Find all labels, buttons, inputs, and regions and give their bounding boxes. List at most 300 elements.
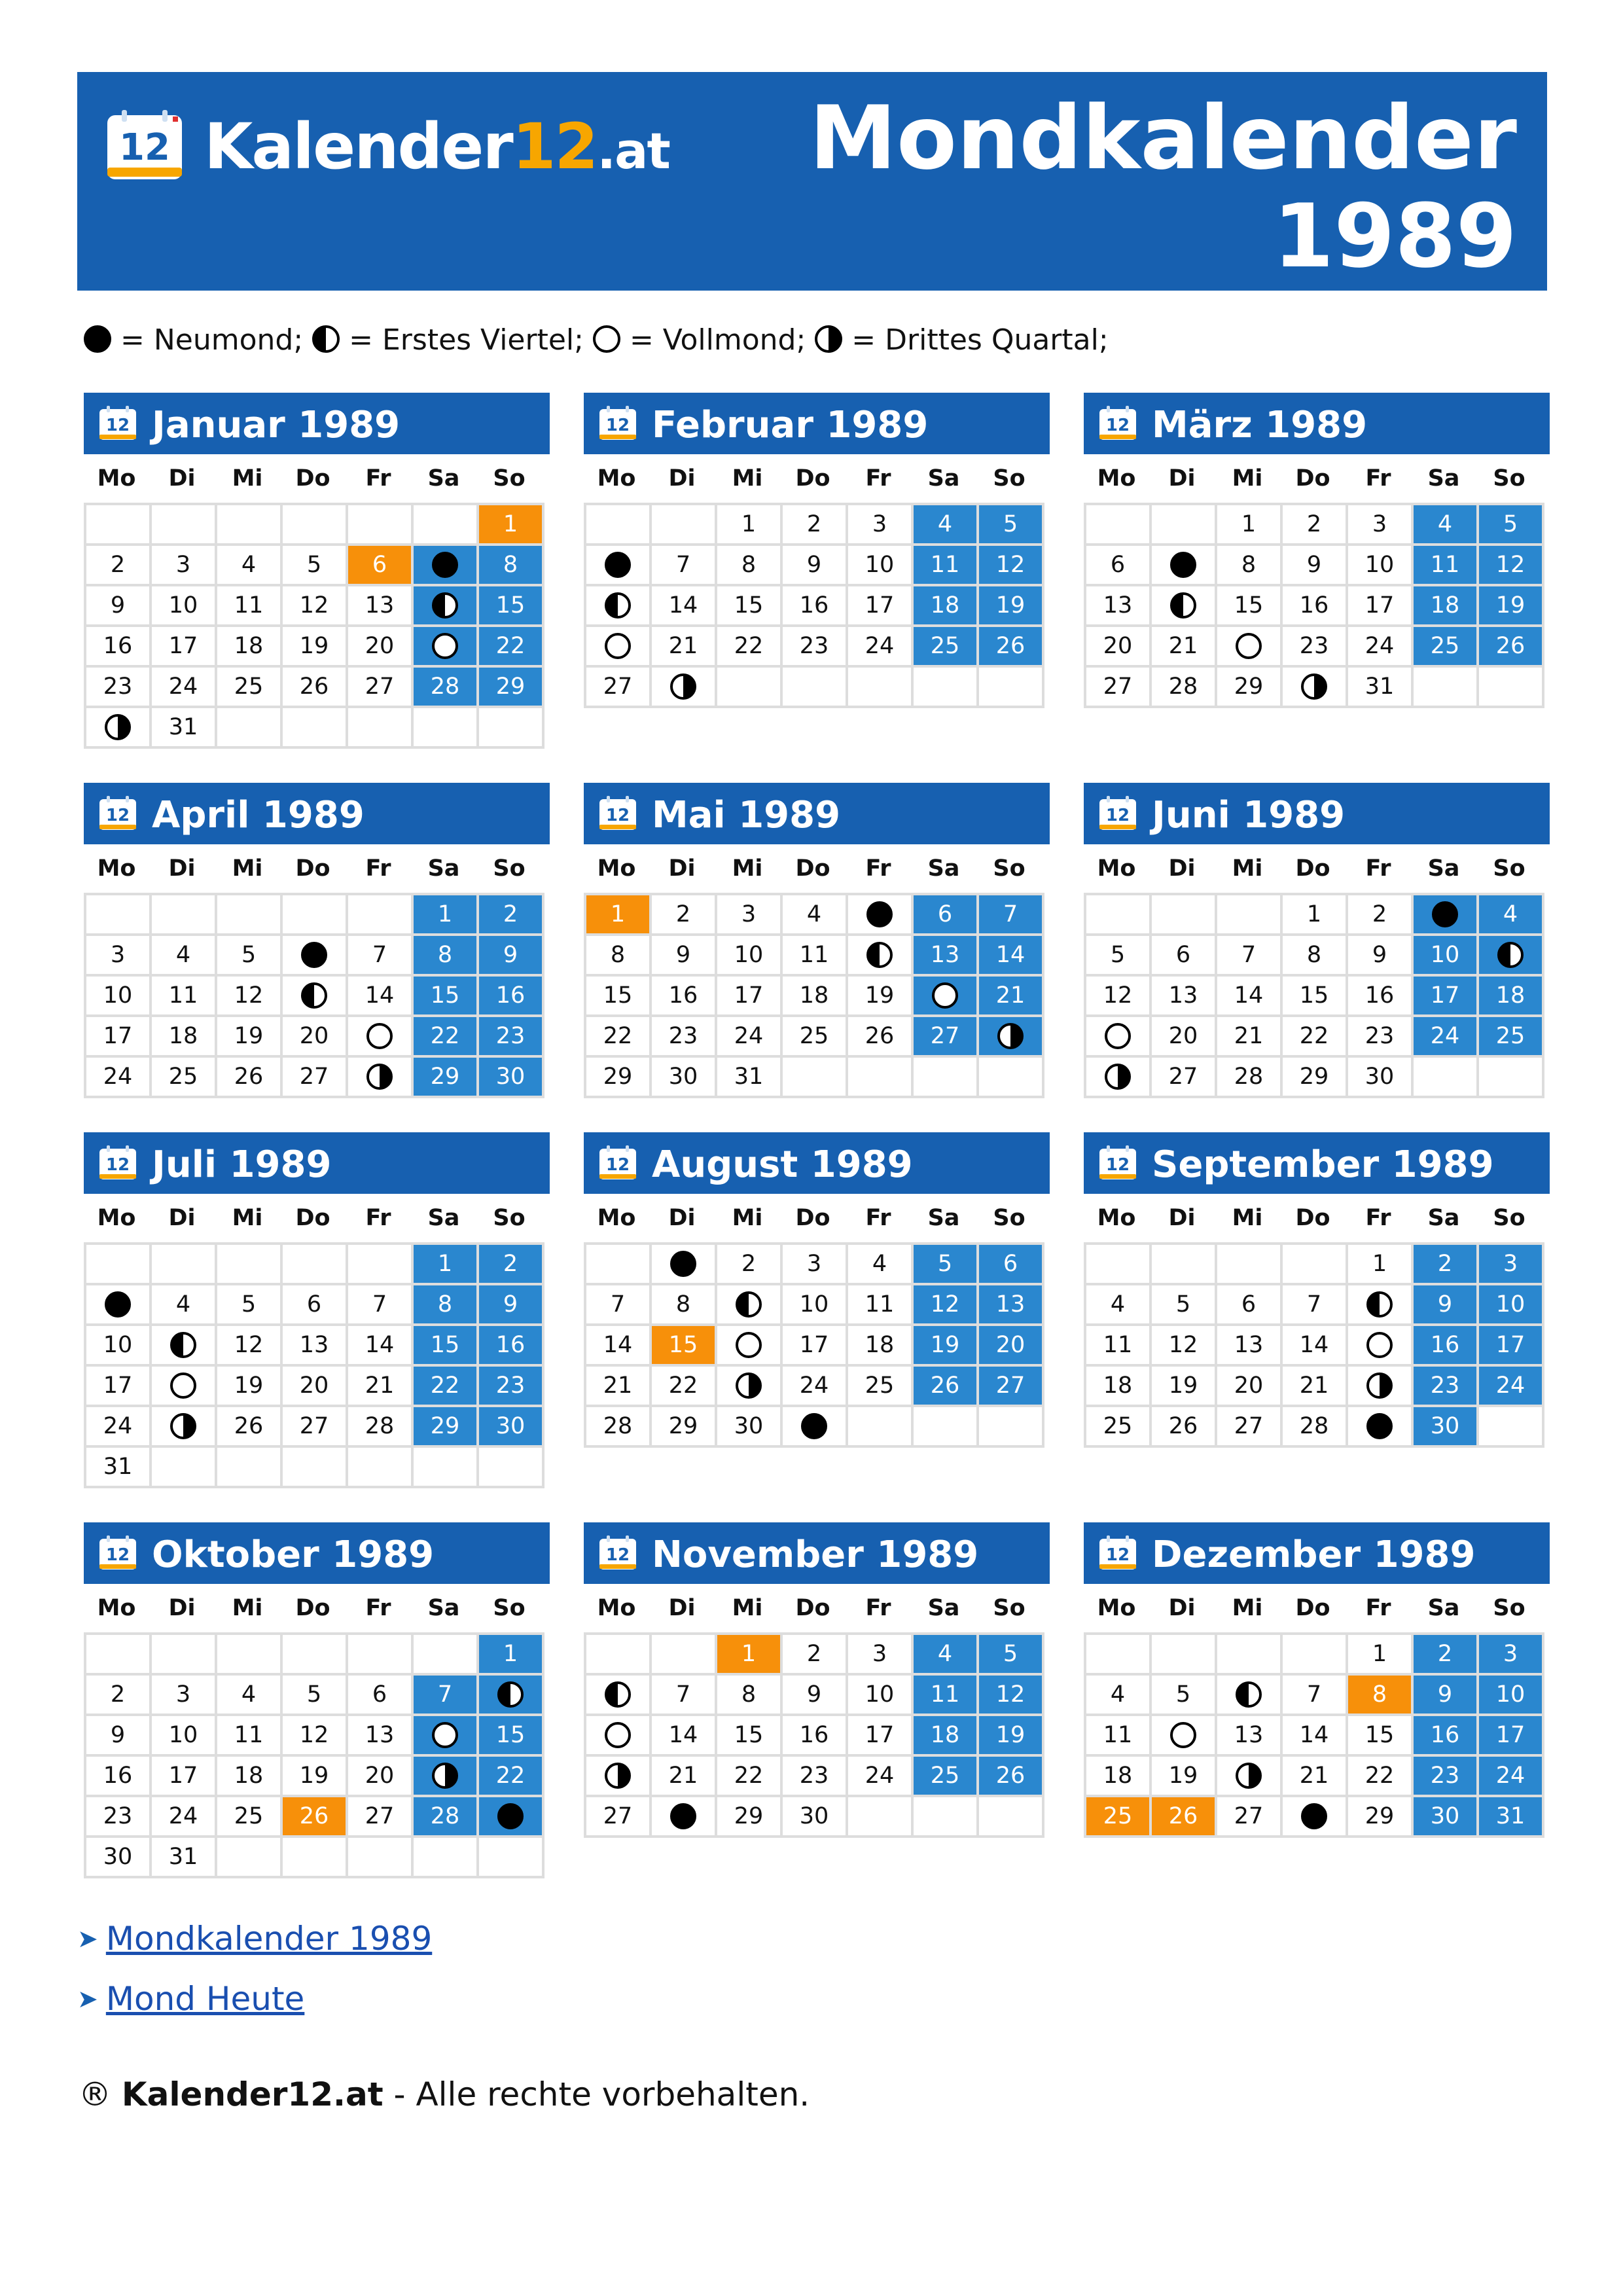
day-cell-moon (1086, 1058, 1152, 1098)
day-cell: 1 (1217, 505, 1283, 546)
weekday-label: Di (168, 1595, 196, 1621)
month-title: August 1989 (652, 1143, 913, 1186)
day-cell: 4 (152, 936, 217, 977)
weekday-label: Mo (97, 1205, 136, 1231)
day-cell: 27 (1152, 1058, 1217, 1098)
day-cell: 3 (86, 936, 152, 977)
day-cell: 18 (152, 1017, 217, 1058)
day-grid (1084, 893, 1544, 1098)
first-quarter-icon (1366, 1291, 1393, 1318)
empty-cell (783, 668, 848, 708)
logo-tld: .at (597, 122, 669, 180)
full-moon-icon (432, 1722, 458, 1748)
month-header (584, 1522, 1050, 1584)
day-cell-moon (1348, 1407, 1414, 1448)
empty-cell (283, 1635, 348, 1676)
day-cell: 4 (1479, 895, 1544, 936)
day-cell-moon (848, 895, 914, 936)
calendar-icon-number: 12 (1105, 416, 1130, 435)
day-cell-moon (979, 1017, 1044, 1058)
weekday-label: Sa (427, 1595, 460, 1621)
weekday-label: Mi (232, 855, 263, 882)
day-cell: 1 (586, 895, 652, 936)
day-cell: 9 (86, 586, 152, 627)
empty-cell (414, 1635, 479, 1676)
weekday-label: Do (795, 855, 830, 882)
day-cell: 14 (586, 1326, 652, 1367)
full-moon-icon (1105, 1023, 1131, 1049)
day-cell-moon (783, 1407, 848, 1448)
day-cell: 27 (979, 1367, 1044, 1407)
day-cell-moon (1283, 668, 1348, 708)
weekday-label: Mo (597, 1205, 636, 1231)
day-cell-moon (152, 1367, 217, 1407)
day-cell: 6 (283, 1285, 348, 1326)
day-cell: 23 (783, 627, 848, 668)
month-calendar (84, 1522, 550, 1878)
empty-cell (348, 1245, 414, 1285)
day-cell: 23 (783, 1757, 848, 1797)
day-cell: 2 (783, 1635, 848, 1676)
new-moon-icon (605, 552, 631, 578)
day-cell-moon (652, 1797, 717, 1838)
empty-cell (979, 1797, 1044, 1838)
day-cell: 22 (479, 1757, 544, 1797)
day-cell: 15 (1283, 977, 1348, 1017)
day-cell: 24 (1479, 1367, 1544, 1407)
weekday-label: Do (1295, 465, 1330, 492)
day-cell: 30 (1348, 1058, 1414, 1098)
weekday-label: Mi (232, 465, 263, 492)
day-grid (1084, 1242, 1544, 1448)
day-cell: 18 (1086, 1757, 1152, 1797)
last-quarter-icon (432, 1763, 458, 1789)
day-cell: 28 (348, 1407, 414, 1448)
day-cell: 14 (348, 977, 414, 1017)
weekday-header (1084, 844, 1550, 893)
day-cell: 8 (1348, 1676, 1414, 1716)
day-cell: 2 (479, 895, 544, 936)
day-cell: 11 (152, 977, 217, 1017)
full-moon-icon (605, 633, 631, 659)
logo-brand: Kalender (204, 110, 512, 183)
weekday-label: Fr (865, 1595, 891, 1621)
day-cell: 15 (414, 1326, 479, 1367)
day-cell: 28 (414, 1797, 479, 1838)
day-cell: 18 (217, 1757, 283, 1797)
day-cell: 10 (1479, 1676, 1544, 1716)
day-cell: 18 (783, 977, 848, 1017)
day-cell: 27 (283, 1407, 348, 1448)
day-cell: 31 (152, 1838, 217, 1878)
day-cell: 15 (586, 977, 652, 1017)
weekday-label: Fr (365, 1205, 391, 1231)
day-cell: 12 (979, 546, 1044, 586)
mondkalender-link[interactable]: Mondkalender 1989 (105, 1920, 433, 1958)
full-moon-icon (605, 1722, 631, 1748)
empty-cell (1152, 1245, 1217, 1285)
day-cell: 19 (979, 586, 1044, 627)
weekday-label: Sa (1427, 1595, 1460, 1621)
calendar-icon (598, 796, 637, 831)
empty-cell (1217, 1245, 1283, 1285)
weekday-label: So (993, 1205, 1026, 1231)
day-cell: 30 (717, 1407, 783, 1448)
day-cell: 6 (1152, 936, 1217, 977)
weekday-label: Di (1168, 1595, 1196, 1621)
last-quarter-icon (1366, 1372, 1393, 1399)
day-grid (84, 1632, 544, 1878)
day-cell: 17 (717, 977, 783, 1017)
empty-cell (1283, 1245, 1348, 1285)
day-cell: 16 (479, 977, 544, 1017)
weekday-label: Do (795, 1595, 830, 1621)
day-cell: 5 (283, 546, 348, 586)
weekday-label: So (493, 855, 526, 882)
weekday-label: Di (1168, 855, 1196, 882)
day-cell-moon (1152, 586, 1217, 627)
day-cell: 11 (1086, 1716, 1152, 1757)
new-moon-icon (497, 1803, 524, 1829)
logo-number: 12 (512, 110, 597, 183)
day-cell-moon (914, 977, 979, 1017)
full-moon-icon (932, 982, 958, 1009)
day-cell: 7 (1217, 936, 1283, 977)
weekday-label: Di (168, 855, 196, 882)
day-cell-moon (586, 586, 652, 627)
empty-cell (1152, 505, 1217, 546)
day-cell-moon (586, 1716, 652, 1757)
empty-cell (1479, 1058, 1544, 1098)
day-grid (84, 503, 544, 749)
empty-cell (1152, 895, 1217, 936)
full-moon-icon (1236, 633, 1262, 659)
calendar-icon-number: 12 (605, 806, 630, 825)
empty-cell (348, 505, 414, 546)
day-cell: 16 (652, 977, 717, 1017)
day-cell: 1 (1348, 1635, 1414, 1676)
day-cell: 4 (1086, 1676, 1152, 1716)
day-cell: 10 (152, 586, 217, 627)
empty-cell (217, 1448, 283, 1488)
weekday-label: Sa (927, 1205, 960, 1231)
day-cell: 8 (479, 546, 544, 586)
day-cell: 21 (348, 1367, 414, 1407)
day-cell: 3 (152, 1676, 217, 1716)
day-cell: 10 (86, 1326, 152, 1367)
weekday-label: Mo (1097, 855, 1136, 882)
legend-last-quarter-label: = Drittes Quartal; (851, 323, 1109, 357)
logo-wordmark (204, 110, 669, 188)
day-cell: 9 (479, 936, 544, 977)
empty-cell (848, 1058, 914, 1098)
first-quarter-icon (605, 1681, 631, 1708)
day-cell: 25 (783, 1017, 848, 1058)
legend-new-moon-label: = Neumond; (120, 323, 304, 357)
calendar-icon-number: 12 (605, 416, 630, 435)
day-cell: 4 (914, 1635, 979, 1676)
day-cell: 10 (717, 936, 783, 977)
day-cell: 19 (217, 1367, 283, 1407)
day-cell: 3 (783, 1245, 848, 1285)
day-cell: 11 (217, 1716, 283, 1757)
empty-cell (586, 1245, 652, 1285)
day-cell: 15 (479, 586, 544, 627)
weekday-label: Di (168, 465, 196, 492)
calendar-icon (1098, 796, 1137, 831)
full-moon-icon (593, 325, 620, 353)
day-cell: 12 (217, 977, 283, 1017)
day-cell: 14 (1217, 977, 1283, 1017)
day-cell: 17 (1414, 977, 1479, 1017)
day-cell: 28 (1283, 1407, 1348, 1448)
day-cell: 11 (914, 1676, 979, 1716)
empty-cell (283, 708, 348, 749)
day-cell: 1 (479, 1635, 544, 1676)
day-cell: 13 (979, 1285, 1044, 1326)
day-cell-moon (1414, 895, 1479, 936)
day-cell: 29 (717, 1797, 783, 1838)
weekday-label: Di (1168, 465, 1196, 492)
day-cell: 24 (1348, 627, 1414, 668)
day-cell: 13 (1152, 977, 1217, 1017)
day-cell: 4 (1414, 505, 1479, 546)
day-cell: 19 (283, 627, 348, 668)
day-cell: 9 (1283, 546, 1348, 586)
day-cell: 22 (1348, 1757, 1414, 1797)
day-cell: 23 (652, 1017, 717, 1058)
empty-cell (414, 708, 479, 749)
day-cell: 14 (652, 1716, 717, 1757)
month-header (584, 783, 1050, 844)
empty-cell (652, 505, 717, 546)
day-cell-moon (1217, 1757, 1283, 1797)
empty-cell (652, 1635, 717, 1676)
day-cell: 27 (1217, 1407, 1283, 1448)
link-row-mond-heute (77, 1978, 304, 2022)
day-cell: 1 (717, 505, 783, 546)
weekday-label: Do (295, 465, 330, 492)
empty-cell (979, 1058, 1044, 1098)
new-moon-icon (670, 1803, 696, 1829)
day-cell: 18 (848, 1326, 914, 1367)
empty-cell (283, 1245, 348, 1285)
empty-cell (414, 1448, 479, 1488)
month-title: Mai 1989 (652, 794, 841, 836)
day-cell: 5 (1152, 1285, 1217, 1326)
weekday-label: Mi (1232, 855, 1263, 882)
day-cell: 3 (1479, 1245, 1544, 1285)
day-cell: 1 (1283, 895, 1348, 936)
day-cell-moon (414, 586, 479, 627)
month-header (84, 1132, 550, 1194)
day-cell: 30 (479, 1058, 544, 1098)
empty-cell (152, 895, 217, 936)
day-cell-moon (717, 1326, 783, 1367)
month-title: Juli 1989 (152, 1143, 332, 1186)
day-cell: 15 (414, 977, 479, 1017)
day-cell: 13 (348, 1716, 414, 1757)
weekday-label: So (1493, 1205, 1525, 1231)
day-cell: 13 (914, 936, 979, 977)
empty-cell (914, 1407, 979, 1448)
weekday-header (1084, 1194, 1550, 1242)
day-cell: 11 (1414, 546, 1479, 586)
calendar-icon-number: 12 (605, 1545, 630, 1565)
month-calendar (84, 783, 550, 1098)
day-cell: 12 (217, 1326, 283, 1367)
last-quarter-icon (1236, 1763, 1262, 1789)
weekday-label: Do (295, 855, 330, 882)
day-cell: 10 (1414, 936, 1479, 977)
footer-text: - Alle rechte vorbehalten. (383, 2075, 810, 2113)
weekday-label: Sa (1427, 465, 1460, 492)
day-cell: 24 (848, 1757, 914, 1797)
day-cell: 19 (217, 1017, 283, 1058)
day-cell: 24 (1414, 1017, 1479, 1058)
copyright-footer (79, 2073, 810, 2115)
day-cell-moon (86, 1285, 152, 1326)
month-calendar (84, 393, 550, 749)
empty-cell (1479, 668, 1544, 708)
last-quarter-icon (366, 1064, 393, 1090)
day-cell-moon (414, 1716, 479, 1757)
last-quarter-icon (1301, 673, 1327, 700)
day-cell: 20 (283, 1017, 348, 1058)
weekday-label: Mi (1232, 465, 1263, 492)
day-cell: 19 (1152, 1367, 1217, 1407)
day-cell: 24 (783, 1367, 848, 1407)
day-cell: 22 (414, 1367, 479, 1407)
last-quarter-icon (815, 325, 842, 353)
month-title: März 1989 (1152, 404, 1368, 446)
new-moon-icon (105, 1291, 131, 1318)
calendar-icon-number: 12 (105, 1155, 130, 1175)
day-cell: 4 (848, 1245, 914, 1285)
day-cell: 5 (979, 505, 1044, 546)
day-cell: 2 (479, 1245, 544, 1285)
weekday-label: Mo (97, 465, 136, 492)
day-cell: 11 (914, 546, 979, 586)
month-title: April 1989 (152, 794, 365, 836)
day-cell: 26 (979, 1757, 1044, 1797)
day-cell-moon (586, 1757, 652, 1797)
day-cell: 26 (979, 627, 1044, 668)
day-cell: 8 (1217, 546, 1283, 586)
weekday-label: So (493, 1205, 526, 1231)
weekday-label: Do (1295, 1205, 1330, 1231)
day-cell: 4 (217, 1676, 283, 1716)
day-cell: 18 (217, 627, 283, 668)
last-quarter-icon (105, 714, 131, 740)
day-cell: 2 (1414, 1635, 1479, 1676)
day-cell: 20 (283, 1367, 348, 1407)
calendar-icon (1098, 1145, 1137, 1181)
weekday-label: Mi (732, 465, 763, 492)
empty-cell (586, 505, 652, 546)
day-cell: 10 (152, 1716, 217, 1757)
day-cell: 15 (1348, 1716, 1414, 1757)
day-cell-moon (1152, 1716, 1217, 1757)
day-cell: 26 (914, 1367, 979, 1407)
month-title: November 1989 (652, 1534, 979, 1576)
empty-cell (348, 1838, 414, 1878)
new-moon-icon (84, 325, 111, 353)
day-cell: 19 (914, 1326, 979, 1367)
weekday-label: Fr (365, 855, 391, 882)
empty-cell (1283, 1635, 1348, 1676)
day-cell: 12 (1152, 1326, 1217, 1367)
day-cell: 19 (283, 1757, 348, 1797)
day-grid (1084, 503, 1544, 708)
day-cell: 5 (1086, 936, 1152, 977)
empty-cell (217, 895, 283, 936)
day-cell: 23 (86, 1797, 152, 1838)
day-cell-moon (348, 1058, 414, 1098)
mond-heute-link[interactable]: Mond Heute (105, 1980, 305, 2018)
empty-cell (348, 1635, 414, 1676)
new-moon-icon (1432, 901, 1458, 927)
calendar-logo-icon (105, 109, 185, 182)
new-moon-icon (432, 552, 458, 578)
moon-phase-legend (84, 321, 1109, 360)
weekday-label: Mo (597, 855, 636, 882)
day-cell: 5 (979, 1635, 1044, 1676)
day-cell: 29 (1217, 668, 1283, 708)
day-cell: 11 (1086, 1326, 1152, 1367)
new-moon-icon (301, 942, 327, 968)
day-cell: 1 (414, 895, 479, 936)
day-cell: 10 (848, 1676, 914, 1716)
month-calendar (584, 783, 1050, 1098)
empty-cell (86, 505, 152, 546)
weekday-label: Di (668, 855, 696, 882)
day-cell: 4 (914, 505, 979, 546)
day-cell: 3 (848, 505, 914, 546)
day-cell: 27 (348, 668, 414, 708)
day-cell: 13 (283, 1326, 348, 1367)
day-cell: 2 (652, 895, 717, 936)
first-quarter-icon (605, 592, 631, 619)
day-cell: 24 (86, 1058, 152, 1098)
day-cell-moon (652, 668, 717, 708)
empty-cell (283, 1838, 348, 1878)
weekday-label: Do (295, 1595, 330, 1621)
empty-cell (783, 1058, 848, 1098)
day-cell: 3 (717, 895, 783, 936)
day-cell-moon (414, 627, 479, 668)
day-cell: 5 (217, 1285, 283, 1326)
day-cell: 27 (348, 1797, 414, 1838)
day-cell: 15 (479, 1716, 544, 1757)
weekday-label: Mo (1097, 1595, 1136, 1621)
day-cell: 25 (217, 1797, 283, 1838)
day-cell: 29 (586, 1058, 652, 1098)
day-cell: 22 (652, 1367, 717, 1407)
day-cell: 1 (1348, 1245, 1414, 1285)
day-cell: 24 (152, 1797, 217, 1838)
day-cell: 25 (914, 1757, 979, 1797)
day-cell: 25 (1414, 627, 1479, 668)
weekday-label: Fr (1365, 855, 1391, 882)
month-header (1084, 1132, 1550, 1194)
day-cell: 5 (1479, 505, 1544, 546)
empty-cell (1217, 1635, 1283, 1676)
day-cell: 3 (1479, 1635, 1544, 1676)
day-cell: 21 (1283, 1757, 1348, 1797)
day-cell: 18 (1414, 586, 1479, 627)
day-cell-moon (152, 1407, 217, 1448)
